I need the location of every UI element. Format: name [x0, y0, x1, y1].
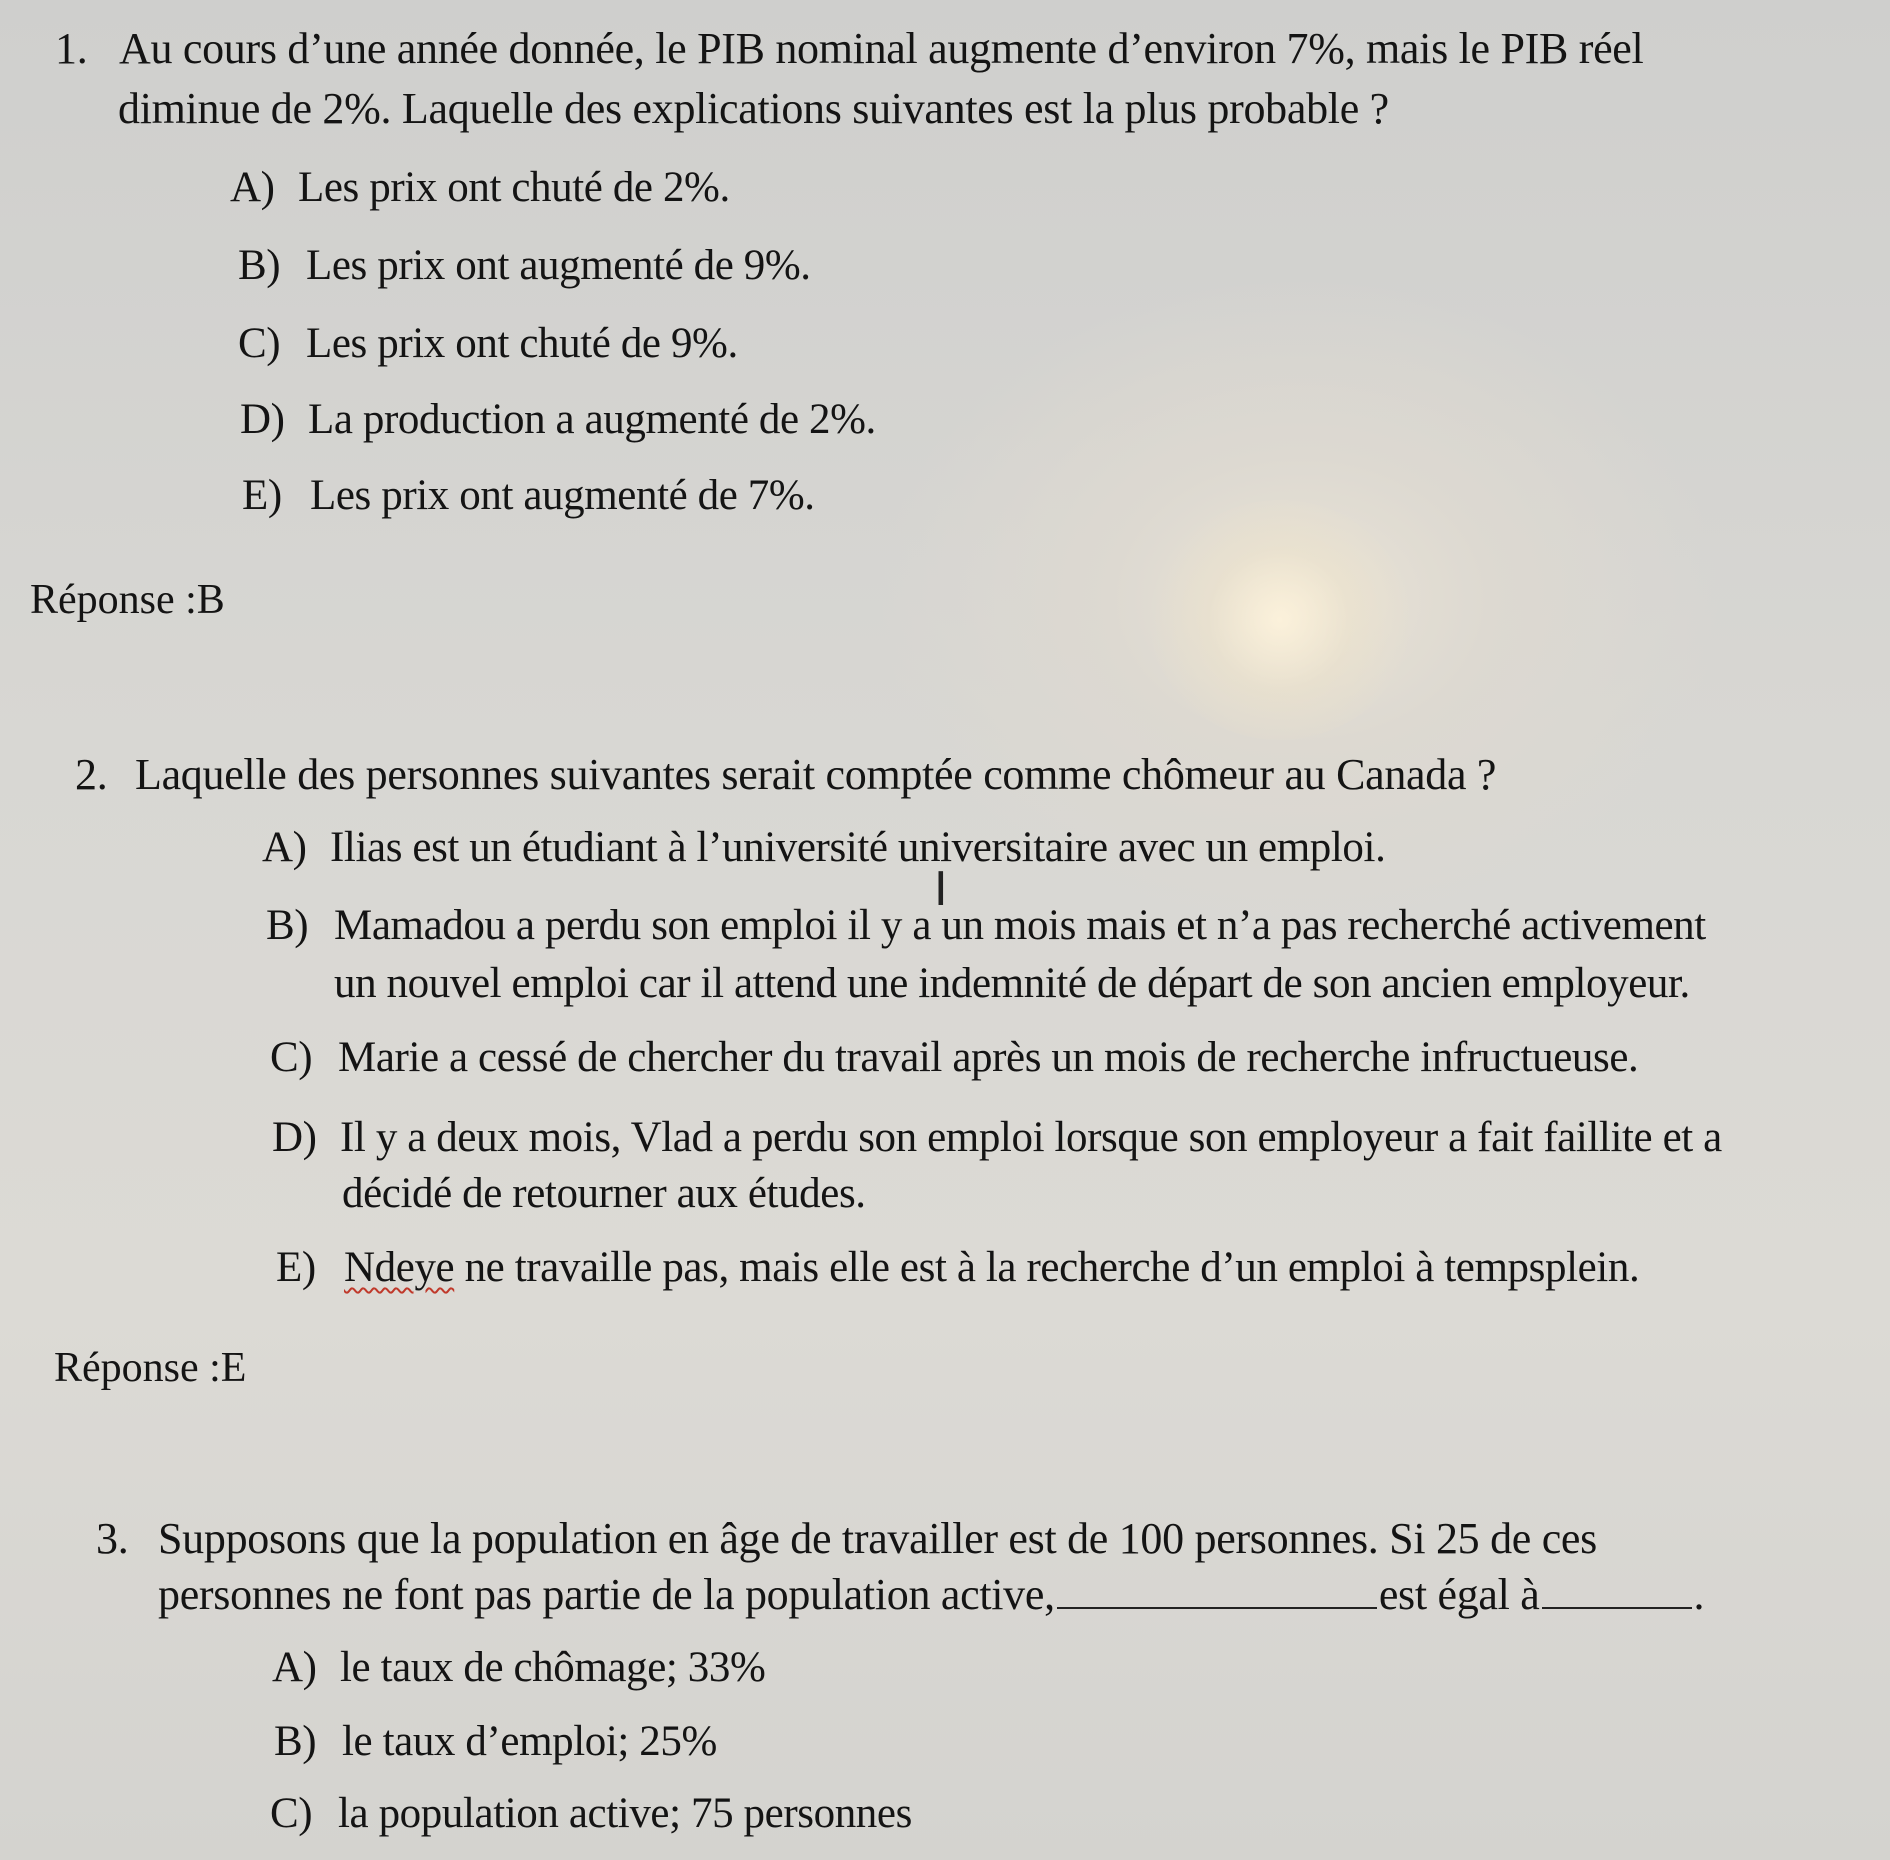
text-cursor-icon: I [934, 862, 948, 916]
option-letter: D) [240, 396, 285, 443]
screen-glare [1150, 500, 1410, 740]
option-letter: C) [270, 1790, 313, 1837]
question-text-part-3: . [1693, 1570, 1705, 1619]
option-text: Il y a deux mois, Vlad a perdu son emploi lorsque son employeur a fait faillite et a [340, 1114, 1722, 1161]
option-c [270, 1786, 912, 1842]
fill-blank-1 [1057, 1573, 1377, 1609]
question-text-part-2: est égal à [1378, 1570, 1540, 1619]
question-text: Supposons que la population en âge de travailler est de 100 personnes. Si 25 de ces [158, 1514, 1597, 1563]
option-text: Ilias est un étudiant à l’université universitaire avec un emploi. [330, 824, 1386, 871]
option-text: Les prix ont augmenté de 9%. [306, 242, 811, 289]
option-e [242, 468, 815, 524]
option-letter: D) [272, 1114, 317, 1161]
question-text: Au cours d’une année donnée, le PIB nominal augmente d’environ 7%, mais le PIB réel [119, 24, 1644, 73]
answer-2: Réponse :E [54, 1345, 247, 1391]
option-letter: A) [272, 1644, 317, 1691]
question-number: 2. [75, 750, 108, 799]
question-number: 1. [55, 24, 88, 73]
option-d [240, 392, 876, 448]
option-letter: A) [262, 824, 307, 871]
question-3-line-2 [158, 1566, 1704, 1624]
option-a [230, 160, 730, 216]
option-a [262, 820, 1385, 876]
option-letter: B) [266, 902, 309, 949]
option-b [238, 238, 811, 294]
option-text: La production a augmenté de 2%. [308, 396, 876, 443]
option-text: ne travaille pas, mais elle est à la recherche d’un emploi à tempsplein. [454, 1244, 1640, 1291]
fill-blank-2 [1542, 1573, 1692, 1609]
question-2-line-1 [75, 746, 1496, 804]
option-a [272, 1640, 765, 1696]
question-3-line-1 [96, 1510, 1597, 1568]
option-letter: E) [276, 1244, 316, 1291]
option-d-line-2: décidé de retourner aux études. [342, 1170, 866, 1217]
option-letter: B) [274, 1718, 317, 1765]
option-letter: C) [270, 1034, 313, 1081]
option-text: Marie a cessé de chercher du travail après un mois de recherche infructueuse. [338, 1034, 1639, 1081]
option-text: le taux de chômage; 33% [340, 1644, 766, 1691]
spellcheck-name: Ndeye [344, 1244, 455, 1291]
question-number: 3. [96, 1514, 129, 1563]
option-text: Les prix ont chuté de 9%. [306, 320, 738, 367]
option-e [276, 1240, 1639, 1296]
question-1-line-2: diminue de 2%. Laquelle des explications suivantes est la plus probable ? [118, 84, 1389, 133]
question-1-line-1 [55, 20, 1643, 78]
option-d [272, 1110, 1722, 1166]
option-text: Les prix ont chuté de 2%. [298, 164, 730, 211]
option-b-line-2: un nouvel emploi car il attend une indemnité de départ de son ancien employeur. [334, 960, 1690, 1007]
option-letter: B) [238, 242, 281, 289]
question-text: Laquelle des personnes suivantes serait comptée comme chômeur au Canada ? [135, 750, 1497, 799]
option-letter: A) [230, 164, 275, 211]
question-text-part-1: personnes ne font pas partie de la population active, [158, 1570, 1055, 1619]
option-b [274, 1714, 717, 1770]
option-text: Mamadou a perdu son emploi il y a un mois mais et n’a pas recherché activement [334, 902, 1706, 949]
option-letter: C) [238, 320, 281, 367]
option-b [266, 898, 1706, 954]
option-c [270, 1030, 1638, 1086]
option-c [238, 316, 738, 372]
option-text: le taux d’emploi; 25% [342, 1718, 717, 1765]
option-letter: E) [242, 472, 282, 519]
option-text: Les prix ont augmenté de 7%. [310, 472, 815, 519]
option-text: la population active; 75 personnes [338, 1790, 912, 1837]
answer-1: Réponse :B [30, 577, 225, 623]
